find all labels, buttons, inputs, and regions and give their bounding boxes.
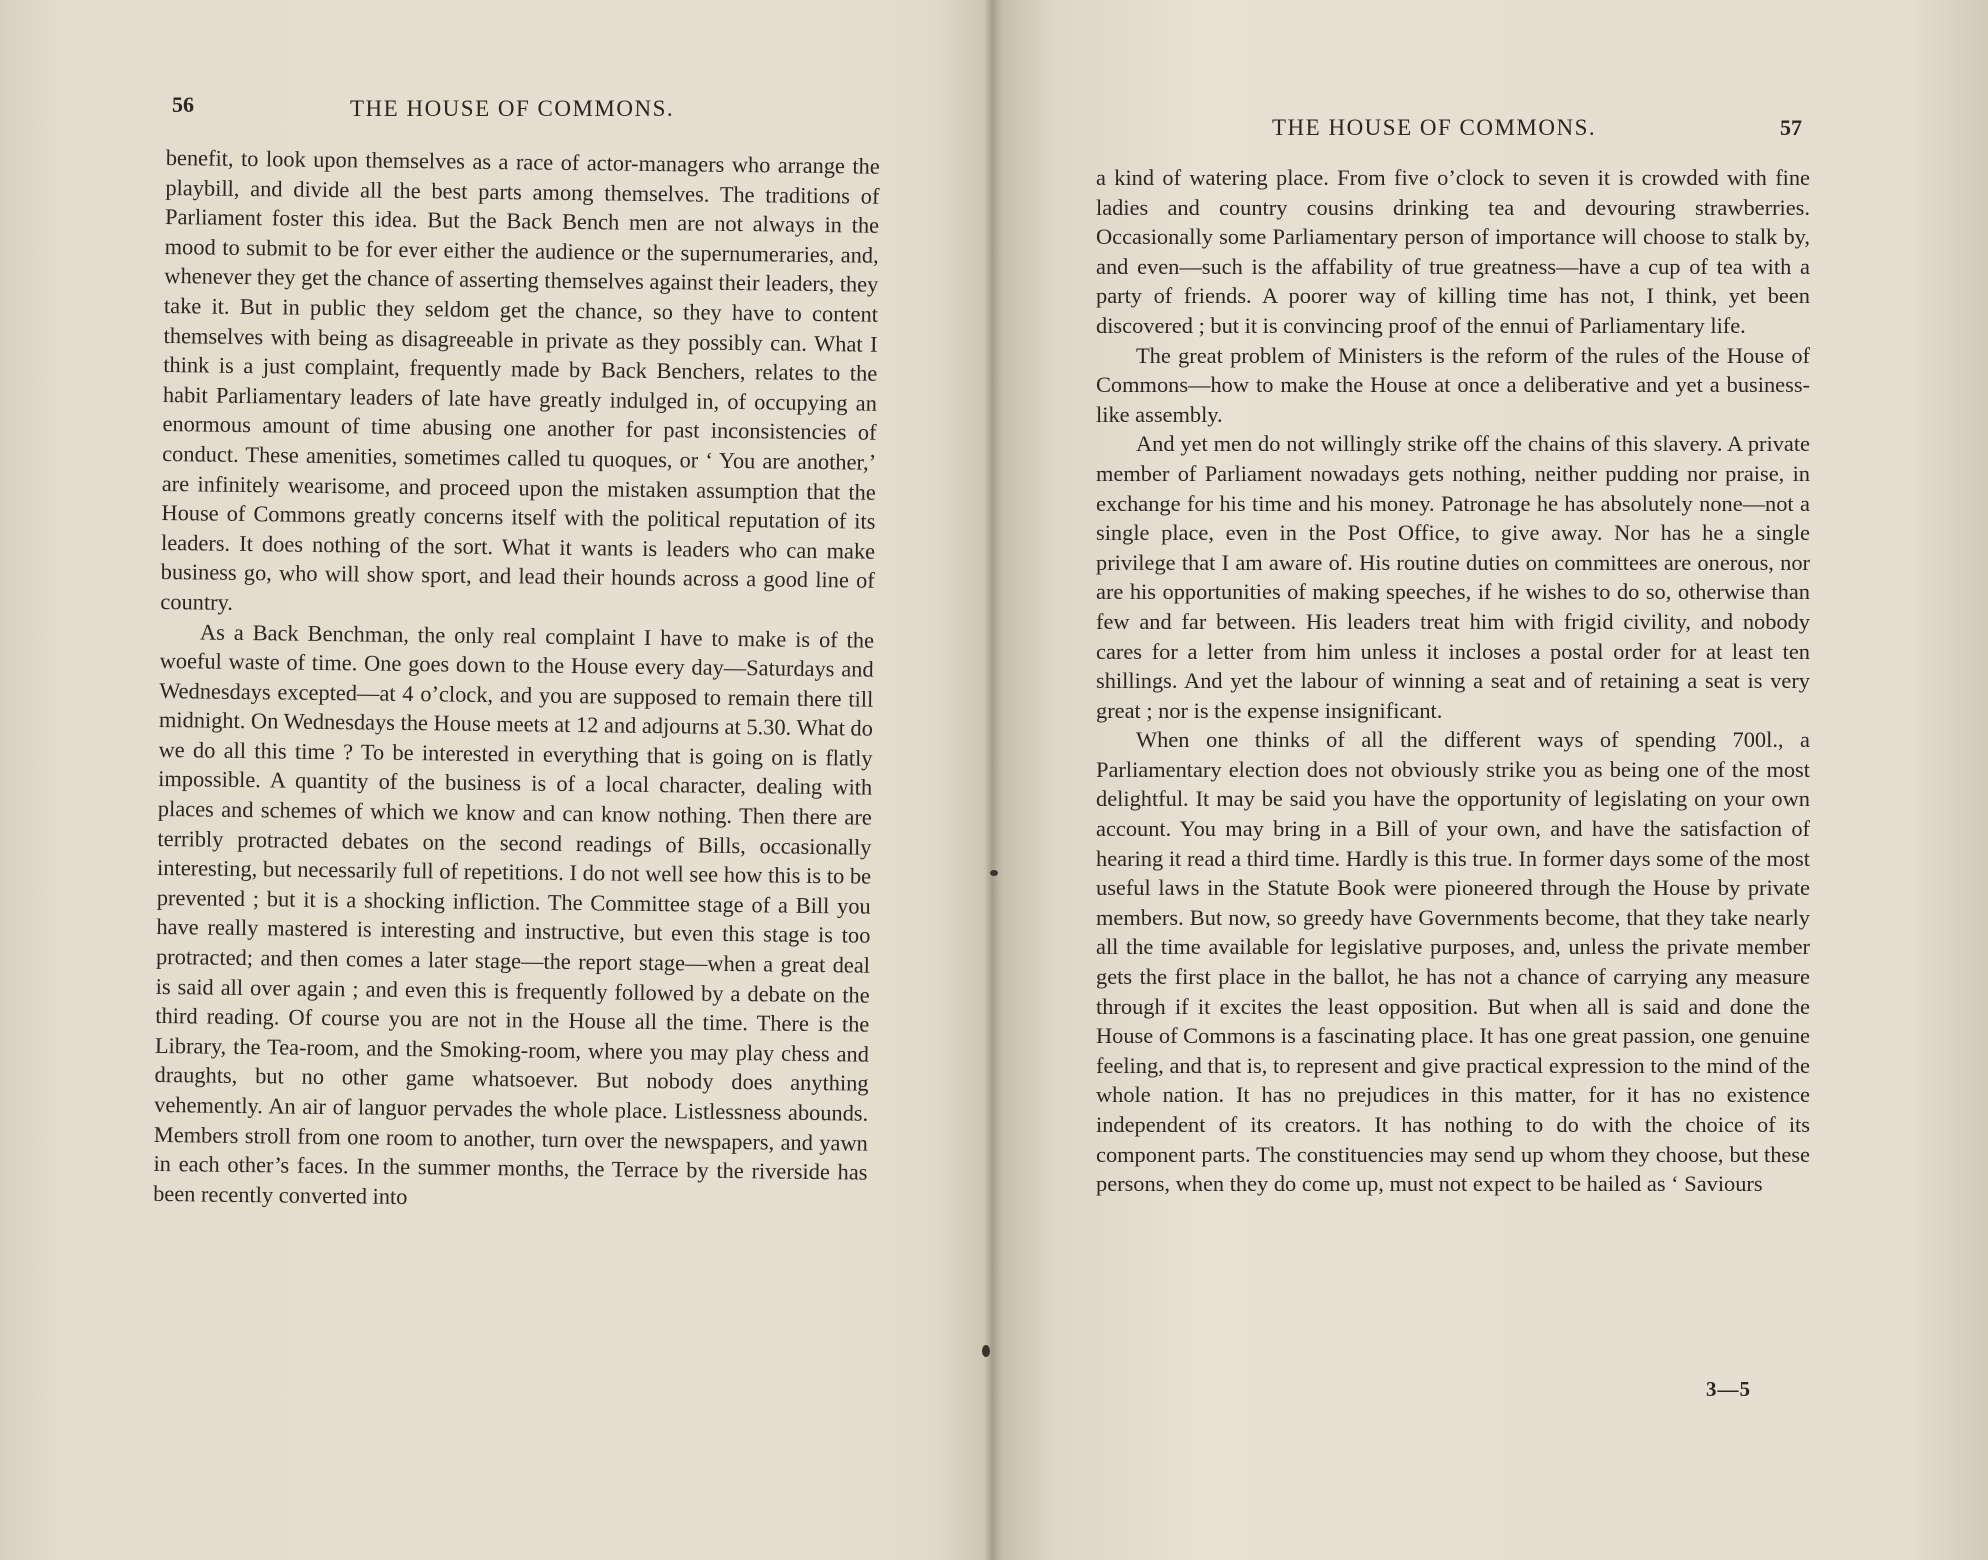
left-page bbox=[0, 0, 990, 1560]
paragraph: a kind of watering place. From five o’clock to seven it is crowded with fine ladies and country cousins drinking tea and devouring strawberries. Occasionally some Parliamentary person of importance will choose to stalk by, and even—such is the affability of true greatness—have a cup of tea with a party of friends. A poorer way of killing time has not, I think, yet been discovered ; but it is convincing proof of the ennui of Parliamentary life. bbox=[1096, 165, 1810, 338]
page-number: 57 bbox=[1780, 115, 1802, 140]
printer-signature: 3—5 bbox=[1706, 1377, 1751, 1401]
gutter-mark bbox=[982, 1345, 990, 1357]
body-text bbox=[153, 143, 880, 1217]
paragraph: As a Back Benchman, the only real complaint I have to make is of the woeful waste of time. One goes down to the House every day—Saturdays and Wednesdays excepted—at 4 o’clock, and you are supposed to remain there till midnight. On Wednesdays the House meets at 12 and adjourns at 5.30. What do we do all this time ? To be interested in everything that is going on is flatly impossible. A quantity of the business is of a local character, dealing with places and schemes of which we know and can know nothing. Then there are terribly protracted debates on the second readings of Bills, occasionally interesting, but necessarily full of repetitions. I do not well see how this is to be prevented ; but it is a shocking infliction. The Committee stage of a Bill you have really mastered is interesting and instructive, but even this stage is too protracted; and then comes a later stage—the report stage—when a great deal is said all over again ; and even this is frequently followed by a debate on the third reading. Of course you are not in the House all the time. There is the Library, the Tea-room, and the Smoking-room, where you may play chess and draughts, but no other game whatsoever. But nobody does anything vehemently. An air of languor pervades the whole place. Listlessness abounds. Members stroll from one room to another, turn over the newspapers, and yawn in each other’s faces. In the summer months, the Terrace by the riverside has been recently converted into bbox=[153, 618, 875, 1209]
running-head: THE HOUSE OF COMMONS. bbox=[350, 96, 675, 121]
gutter-mark bbox=[990, 870, 998, 876]
right-page bbox=[1000, 0, 1988, 1560]
body-text bbox=[1096, 163, 1810, 1199]
paragraph: The great problem of Ministers is the reform of the rules of the House of Commons—how to make the House at once a deliberative and yet a business-like assembly. bbox=[1096, 342, 1810, 427]
paragraph: When one thinks of all the different ways of spending 700l., a Parliamentary election does not obviously strike you as being one of the most delightful. It may be said you have the opportunity of legislating on your own account. You may bring in a Bill of your own, and have the satisfaction of hearing it read a third time. Hardly is this true. In former days some of the most useful laws in the Statute Book were pioneered through the House by private members. But now, so greedy have Governments become, that they take nearly all the time available for legislative purposes, and, unless the private member gets the first place in the ballot, he has not a chance of carrying any measure through if it excites the least opposition. But when all is said and done the House of Commons is a fascinating place. It has one great passion, one genuine feeling, and that is, to represent and give practical expression to the mind of the whole nation. It has no prejudices in this matter, for it has no existence independent of its creators. It has nothing to do with the choice of its component parts. The constituencies may send up whom they choose, but these persons, when they do come up, must not expect to be hailed as ‘ Saviours bbox=[1096, 727, 1810, 1197]
page-number: 56 bbox=[172, 92, 194, 117]
running-head: THE HOUSE OF COMMONS. bbox=[1272, 115, 1597, 140]
paragraph: benefit, to look upon themselves as a race of actor-managers who arrange the playbill, and divide all the best parts among themselves. The traditions of Parliament foster this idea. But the Back Bench men are not always in the mood to submit to be for ever either the audience or the supernumeraries, and, whenever they get the chance of asserting themselves against their leaders, they take it. But in public they seldom get the chance, so they have to content themselves with being as disagreeable in private as they possibly can. What I think is a just complaint, frequently made by Back Benchers, relates to the habit Parliamentary leaders of late have greatly indulged in, of occupying an enormous amount of time abusing one another for past inconsistencies of conduct. These amenities, sometimes called tu quoques, or ‘ You are another,’ are infinitely wearisome, and proceed upon the mistaken assumption that the House of Commons greatly concerns itself with the political reputation of its leaders. It does nothing of the sort. What it wants is leaders who can make business go, who will show sport, and lead their hounds across a good line of country. bbox=[160, 144, 880, 615]
paragraph: And yet men do not willingly strike off the chains of this slavery. A private member of Parliament nowadays gets nothing, neither pudding nor praise, in exchange for his time and his money. Patronage he has absolutely none—not a single place, even in the Post Office, to give away. Nor has he a single privilege that I am aware of. His routine duties on committees are onerous, nor are his opportunities of making speeches, if he wishes to do so, otherwise than few and far between. His leaders treat him with frigid civility, and nobody cares for a letter from him unless it incloses a postal order for at least ten shillings. And yet the labour of winning a seat and of retaining a seat is very great ; nor is the expense insignificant. bbox=[1096, 431, 1810, 723]
